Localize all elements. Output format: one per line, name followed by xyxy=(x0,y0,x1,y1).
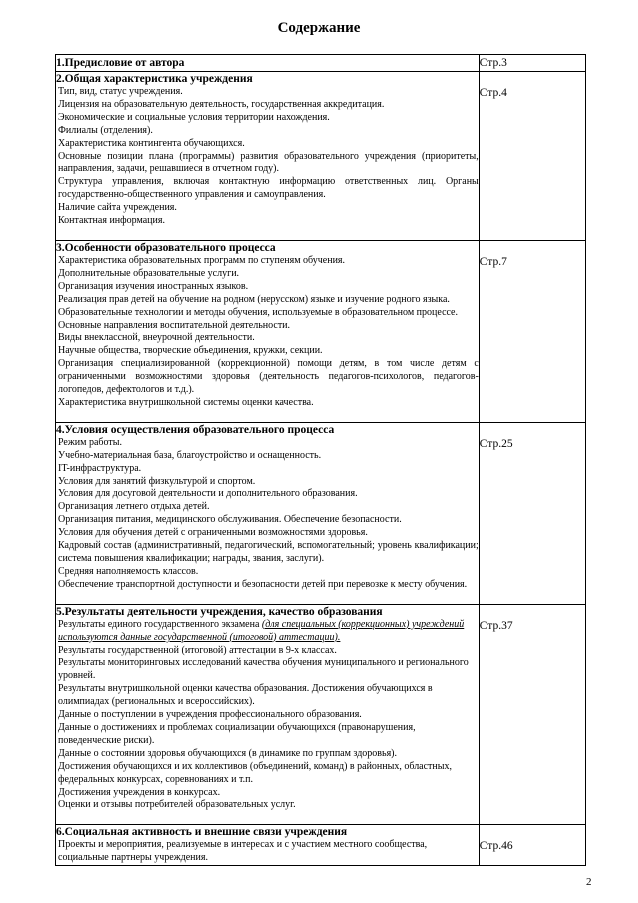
section-cell xyxy=(56,825,480,866)
page-cell xyxy=(479,825,585,866)
toc-item: Основные позиции плана (программы) развития образовательного учреждения (приоритеты, направления, задачи, решавшиеся в отчетном году). xyxy=(58,150,479,175)
section-title: 1.Предисловие от автора xyxy=(56,57,185,69)
section-cell xyxy=(56,72,480,241)
toc-item: Условия для обучения детей с ограниченными возможностями здоровья. xyxy=(58,527,368,539)
toc-item: Структура управления, включая контактную информацию ответственных лиц. Органы государственно-общественного управления и самоуправления. xyxy=(58,176,479,201)
toc-item: Дополнительные образовательные услуги. xyxy=(58,267,240,279)
toc-item: Организация специализированной (коррекционной) помощи детям, в том числе детям с ограниченными возможностями здоровья (деятельность педагогов-психологов, педагогов-логопедов, дефектологов и т.д.). xyxy=(58,358,479,396)
toc-item: Результаты государственной (итоговой) аттестации в 9-х классах. xyxy=(58,644,337,656)
toc-row-4 xyxy=(56,422,586,604)
section-title: 5.Результаты деятельности учреждения, качество образования xyxy=(56,605,383,618)
toc-item-text: Результаты единого государственного экзамена xyxy=(58,618,260,630)
page-cell xyxy=(479,422,585,604)
section-page: Стр.25 xyxy=(479,437,513,450)
toc-item: Условия для занятий физкультурой и спортом. xyxy=(58,475,256,487)
toc-item: Контактная информация. xyxy=(58,215,165,227)
toc-item: Основные направления воспитательной деятельности. xyxy=(58,319,291,331)
toc-item: Оценки и отзывы потребителей образовательных услуг. xyxy=(58,799,296,811)
page-cell xyxy=(479,55,585,72)
toc-item: Реализация прав детей на обучение на родном (нерусском) языке и изучение родного языка. xyxy=(58,293,450,305)
toc-item: Наличие сайта учреждения. xyxy=(58,202,177,214)
toc-row-2 xyxy=(56,72,586,241)
toc-row-5 xyxy=(56,604,586,825)
toc-item: Условия для досуговой деятельности и дополнительного образования. xyxy=(58,488,358,500)
toc-item: Характеристика контингента обучающихся. xyxy=(58,137,245,149)
page-cell xyxy=(479,604,585,825)
toc-item: Организация летнего отдыха детей. xyxy=(58,501,210,513)
page-title: Содержание xyxy=(277,20,361,36)
toc-row-3 xyxy=(56,240,586,422)
toc-item-note: (для специальных (коррекционных) учреждений используются данные государственной (итоговой) аттестации). xyxy=(58,618,465,643)
toc-item: Научные общества, творческие объединения, кружки, секции. xyxy=(58,345,323,357)
toc-item: Тип, вид, статус учреждения. xyxy=(58,86,183,97)
toc-item: Учебно-материальная база, благоустройство и оснащенность. xyxy=(58,449,322,461)
toc-item: Результаты мониторинговых исследований качества обучения муниципального и регионального уровней. xyxy=(58,657,469,682)
section-title: 3.Особенности образовательного процесса xyxy=(56,241,276,254)
toc-item: Образовательные технологии и методы обучения, используемые в образовательном процессе. xyxy=(58,306,458,318)
toc-item: Данные о достижениях и проблемах социализации обучающихся (правонарушения, поведенческие риски). xyxy=(58,721,416,746)
toc-item: Обеспечение транспортной доступности и безопасности детей при перевозке к месту обучения. xyxy=(58,578,468,590)
section-page: Стр.37 xyxy=(479,619,513,632)
toc-item: Лицензия на образовательную деятельность, государственная аккредитация. xyxy=(58,98,385,110)
toc-item: Проекты и мероприятия, реализуемые в интересах и с участием местного сообщества, социальные партнеры учреждения. xyxy=(58,839,428,864)
section-cell xyxy=(56,240,480,422)
toc-item: Данные о состоянии здоровья обучающихся (в динамике по группам здоровья). xyxy=(58,747,398,759)
section-page: Стр.7 xyxy=(479,255,507,268)
section-page: Стр.46 xyxy=(479,840,513,853)
section-title: 2.Общая характеристика учреждения xyxy=(56,73,253,85)
toc-item: Кадровый состав (административный, педагогический, вспомогательный; уровень квалификации; система повышения квалификации; награды, звания, заслуги). xyxy=(58,540,479,564)
toc-item: Организация питания, медицинского обслуживания. Обеспечение безопасности. xyxy=(58,514,402,526)
section-page: Стр.4 xyxy=(479,87,507,99)
section-cell xyxy=(56,422,480,604)
page-cell xyxy=(479,240,585,422)
toc-row-1 xyxy=(56,55,586,72)
toc-row-6 xyxy=(56,825,586,866)
toc-item: Виды внеклассной, внеурочной деятельности. xyxy=(58,332,255,344)
section-title: 6.Социальная активность и внешние связи учреждения xyxy=(56,826,348,839)
toc-item: Средняя наполняемость классов. xyxy=(58,565,199,577)
section-cell xyxy=(56,55,480,72)
page-number: 2 xyxy=(586,876,592,888)
section-page: Стр.3 xyxy=(479,57,507,69)
toc-item: Режим работы. xyxy=(58,436,122,448)
toc-item: Характеристика внутришкольной системы оценки качества. xyxy=(58,396,314,408)
toc-item: Данные о поступлении в учреждения профессионального образования. xyxy=(58,709,362,721)
section-cell xyxy=(56,604,480,825)
toc-item: Результаты внутришкольной оценки качества образования. Достижения обучающихся в олимпиадах (региональных и всероссийских). xyxy=(58,683,433,708)
toc-item: Организация изучения иностранных языков. xyxy=(58,280,249,292)
contents-table xyxy=(55,54,586,866)
toc-item: Достижения учреждения в конкурсах. xyxy=(58,786,221,798)
toc-item: Экономические и социальные условия территории нахождения. xyxy=(58,111,330,123)
page-cell xyxy=(479,72,585,241)
toc-item: Достижения обучающихся и их коллективов (объединений, команд) в районных, областных, федеральных конкурсах, соревнованиях и т.п. xyxy=(58,760,452,785)
toc-item xyxy=(56,619,479,645)
toc-item: IT-инфраструктура. xyxy=(58,462,142,474)
toc-item: Филиалы (отделения). xyxy=(58,124,153,136)
toc-item: Характеристика образовательных программ по ступеням обучения. xyxy=(58,254,346,266)
section-title: 4.Условия осуществления образовательного процесса xyxy=(56,423,335,436)
